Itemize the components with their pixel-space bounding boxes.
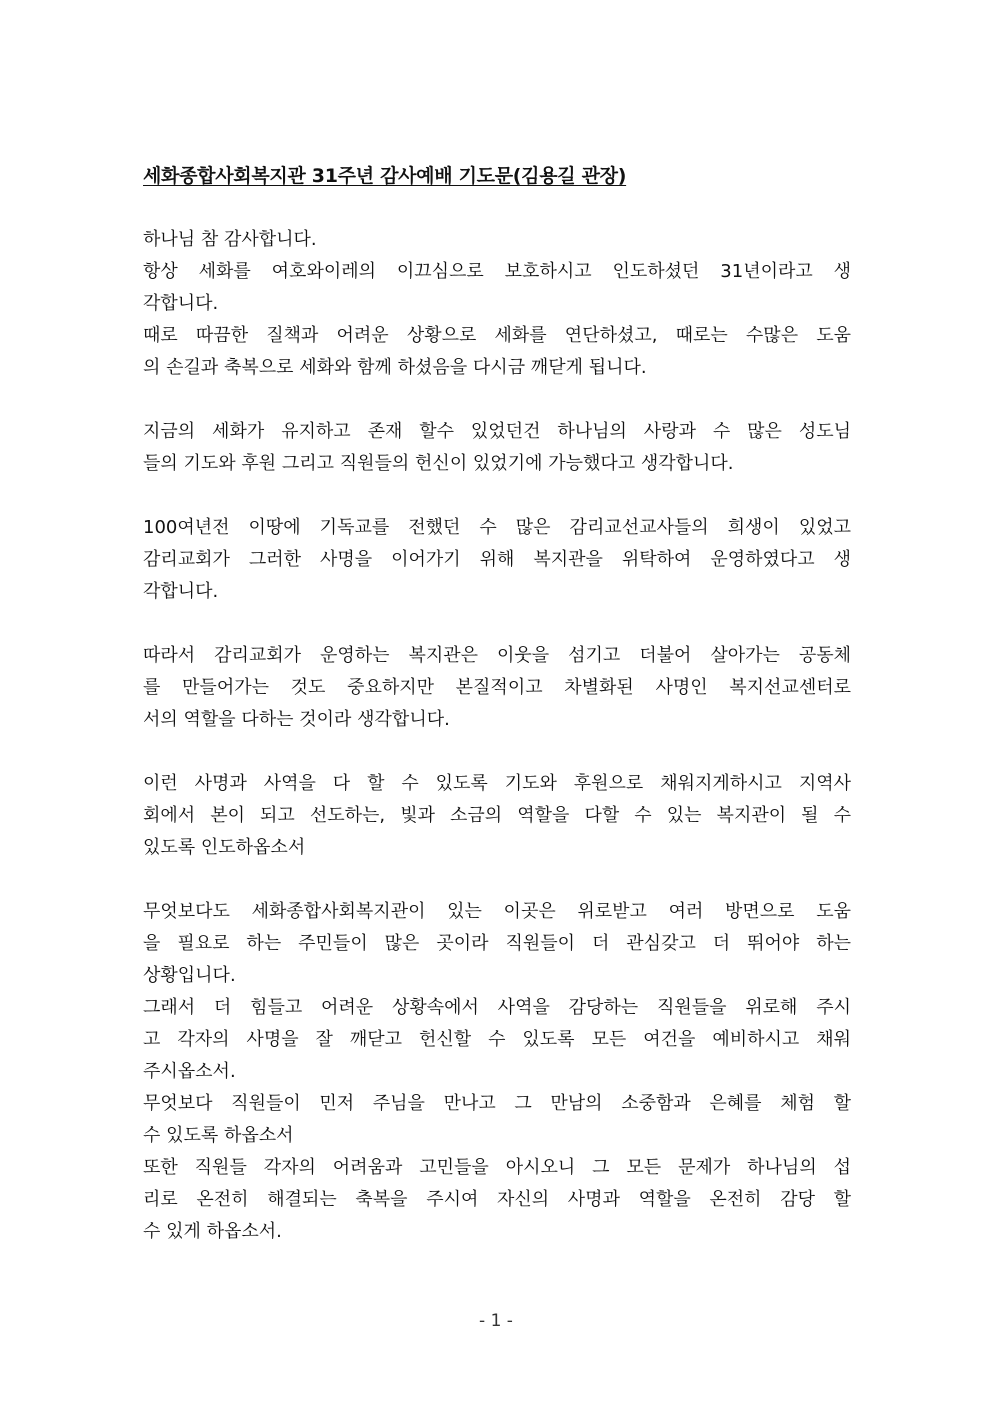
text-line: 무엇보다 직원들이 민저 주님을 만나고 그 만남의 소중함과 은혜를 체험 할: [143, 1093, 851, 1114]
paragraph-gap: [143, 480, 851, 512]
text-line: 수 있도록 하옵소서: [143, 1125, 294, 1146]
paragraph: [143, 640, 851, 736]
text-line: 무엇보다도 세화종합사회복지관이 있는 이곳은 위로받고 여러 방면으로 도움: [143, 901, 851, 922]
text-line: 의 손길과 축복으로 세화와 함께 하셨음을 다시금 깨닫게 됩니다.: [143, 357, 647, 378]
text-line: 때로 따끔한 질책과 어려운 상황으로 세화를 연단하셨고, 때로는 수많은 도움: [143, 325, 851, 346]
text-line: 이런 사명과 사역을 다 할 수 있도록 기도와 후원으로 채워지게하시고 지역사: [143, 773, 851, 794]
paragraph: [143, 512, 851, 608]
paragraph: [143, 896, 851, 1248]
paragraph: [143, 768, 851, 864]
text-line: 주시옵소서.: [143, 1061, 236, 1082]
document-title: 세화종합사회복지관 31주년 감사예배 기도문(김용길 관장): [143, 165, 627, 187]
page-number: - 1 -: [479, 1311, 513, 1331]
paragraph-gap: [143, 608, 851, 640]
text-line: 또한 직원들 각자의 어려움과 고민들을 아시오니 그 모든 문제가 하나님의 섭: [143, 1157, 851, 1178]
paragraph: [143, 224, 851, 384]
text-line: 따라서 감리교회가 운영하는 복지관은 이웃을 섬기고 더불어 살아가는 공동체: [143, 645, 851, 666]
paragraph-gap: [143, 864, 851, 896]
text-line: 감리교회가 그러한 사명을 이어가기 위해 복지관을 위탁하여 운영하였다고 생: [143, 549, 851, 570]
text-line: 지금의 세화가 유지하고 존재 할수 있었던건 하나님의 사랑과 수 많은 성도님: [143, 421, 851, 442]
text-line: 들의 기도와 후원 그리고 직원들의 헌신이 있었기에 가능했다고 생각합니다.: [143, 453, 734, 474]
text-line: 그래서 더 힘들고 어려운 상황속에서 사역을 감당하는 직원들을 위로해 주시: [143, 997, 851, 1018]
text-line: 리로 온전히 해결되는 축복을 주시여 자신의 사명과 역할을 온전히 감당 할: [143, 1189, 851, 1210]
text-line: 을 필요로 하는 주민들이 많은 곳이라 직원들이 더 관심갖고 더 뛰어야 하는: [143, 933, 851, 954]
text-line: 있도록 인도하옵소서: [143, 837, 306, 858]
text-line: 상황입니다.: [143, 965, 236, 986]
paragraph-gap: [143, 736, 851, 768]
text-line: 각합니다.: [143, 581, 219, 602]
text-line: 각합니다.: [143, 293, 219, 314]
text-line: 100여년전 이땅에 기독교를 전했던 수 많은 감리교선교사들의 희생이 있었고: [143, 517, 851, 538]
text-line: 수 있게 하옵소서.: [143, 1221, 282, 1242]
document-body: [143, 160, 851, 1248]
text-line: 하나님 참 감사합니다.: [143, 229, 317, 250]
paragraph: [143, 416, 851, 480]
text-line: 회에서 본이 되고 선도하는, 빛과 소금의 역할을 다할 수 있는 복지관이 될 수: [143, 805, 851, 826]
paragraph-gap: [143, 384, 851, 416]
text-line: 고 각자의 사명을 잘 깨닫고 헌신할 수 있도록 모든 여건을 예비하시고 채워: [143, 1029, 851, 1050]
text-line: 항상 세화를 여호와이레의 이끄심으로 보호하시고 인도하셨던 31년이라고 생: [143, 261, 851, 282]
text-line: 서의 역할을 다하는 것이라 생각합니다.: [143, 709, 450, 730]
text-line: 를 만들어가는 것도 중요하지만 본질적이고 차별화된 사명인 복지선교센터로: [143, 677, 851, 698]
